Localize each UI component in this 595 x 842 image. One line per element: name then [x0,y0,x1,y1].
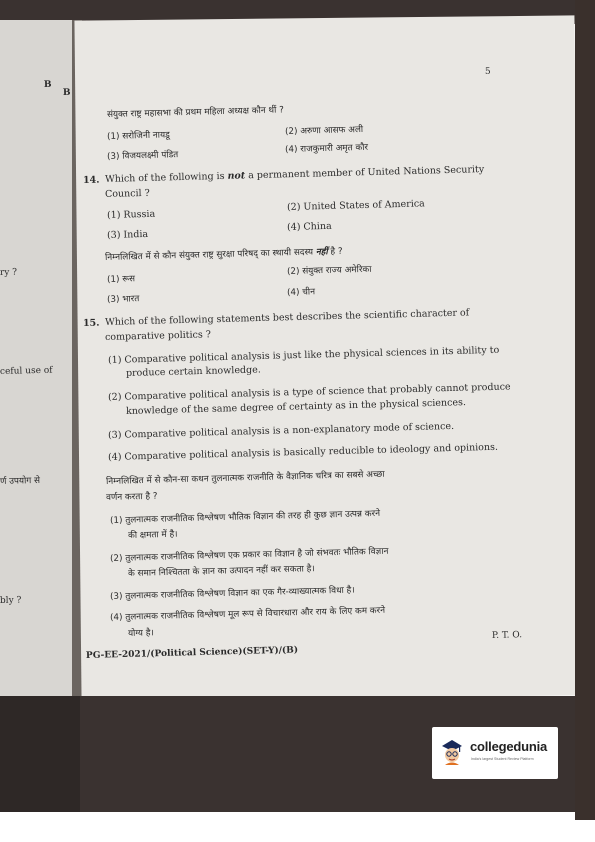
logo-tagline: India's largest Student Review Platform [471,757,534,761]
question-15-hindi: वर्णन करता है ? [105,491,158,503]
option: (2) Comparative political analysis is a type of science that probably cannot produce [107,381,511,403]
logo-wordmark: collegedunia [470,739,548,754]
option: produce certain knowledge. [125,364,261,379]
option: (4) राजकुमारी अमृत कौर [284,142,369,155]
left-page-snippet: ceful use of [0,365,53,377]
option: की क्षमता में है। [127,529,178,541]
question-14-text: Which of the following is not a permanent member of United Nations Security [104,164,485,185]
page-marker: B [62,87,71,98]
option: के समान निश्चितता के ज्ञान का उत्पादन नहीं कर सकता है। [127,564,315,579]
pto-label: P. T. O. [491,630,523,641]
question-number: 15. [82,317,100,329]
left-page [0,20,72,696]
option: (1) Comparative political analysis is just like the physical sciences in its ability to [107,344,500,366]
option: (4) Comparative political analysis is basically reducible to ideology and opinions. [107,441,499,463]
left-page-snippet: ry ? [0,267,18,278]
student-face-icon [439,736,465,766]
option: (3) Comparative political analysis is a non-explanatory mode of science. [107,420,455,441]
left-page-snippet: bly ? [0,595,22,606]
option: (3) भारत [106,294,140,305]
option: (4) China [286,220,332,233]
footer-code: PG-EE-2021/(Political Science)(SET-Y)/(B) [85,645,299,661]
page-number: 5 [484,66,491,77]
option: (1) रूस [106,274,136,285]
option: (4) चीन [286,287,316,298]
question-14-text: Council ? [104,187,150,200]
question-14-hindi: निम्नलिखित में से कौन संयुक्त राष्ट्र सुरक्षा परिषद् का स्थायी सदस्य नहीं है ? [104,246,343,263]
question-13-hindi: संयुक्त राष्ट्र महासभा की प्रथम महिला अध्यक्ष कौन थीं ? [106,105,284,120]
question-number: 14. [82,174,100,186]
table-shadow [0,696,80,812]
left-page-snippet: र्ण उपयोग से [0,475,41,487]
option: (3) India [106,228,149,241]
option: (2) तुलनात्मक राजनीतिक विश्लेषण एक प्रकार का विज्ञान है जो संभवतः भौतिक विज्ञान [109,546,389,564]
collegedunia-logo [432,727,558,779]
question-15-text: Which of the following statements best describes the scientific character of [104,307,470,328]
left-page-marker: B [43,79,52,90]
option: (2) अरुणा आसफ अली [284,124,364,137]
option: (1) Russia [106,208,156,221]
option: knowledge of the same degree of certainty as in the physical sciences. [125,397,467,417]
question-15-text: comparative politics ? [104,329,212,343]
option: (1) सरोजिनी नायडू [106,130,170,142]
option: (3) तुलनात्मक राजनीतिक विश्लेषण विज्ञान का एक गैर-व्याख्यात्मक विधा है। [109,585,355,602]
option: (4) तुलनात्मक राजनीतिक विश्लेषण मूल रूप से विचारधारा और राय के लिए कम करने [109,605,386,623]
option: (1) तुलनात्मक राजनीतिक विश्लेषण भौतिक विज्ञान की तरह ही कुछ ज्ञान उत्पन्न करने [109,508,381,526]
option: (2) United States of America [286,198,425,213]
table-background-right [575,0,595,820]
option: (2) संयुक्त राज्य अमेरिका [286,264,372,277]
option: (3) विजयलक्ष्मी पंडित [106,150,179,162]
question-15-hindi: निम्नलिखित में से कौन-सा कथन तुलनात्मक राजनीति के वैज्ञानिक चरित्र का सबसे अच्छा [105,469,385,487]
option: योग्य है। [127,628,154,639]
